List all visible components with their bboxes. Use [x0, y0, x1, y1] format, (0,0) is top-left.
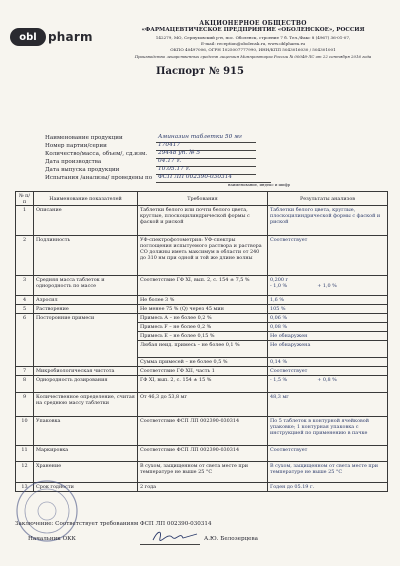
row-name: Срок годности — [34, 483, 138, 492]
row-result: 0,14 % — [268, 358, 388, 367]
table-row — [16, 417, 388, 446]
deviation-minus: - 1,0 % — [270, 282, 288, 289]
row-name: Маркировка — [34, 446, 138, 462]
row-requirement: Примесь А – не более 0,2 % — [138, 314, 268, 323]
column-header-number: № п/п — [16, 192, 34, 206]
row-number: 10 — [16, 417, 34, 446]
signatory-name: А.Ю. Белозерцева — [204, 536, 258, 542]
row-name: Упаковка — [34, 417, 138, 446]
logo-badge: obl — [10, 28, 46, 46]
row-result: Соответствует — [268, 446, 388, 462]
row-number: 9 — [16, 393, 34, 417]
header-license: Производство лекарственных средств лицензия Минпромторга России № 00048-ЛС от 22 сентября 2016 года — [134, 54, 372, 59]
table-row — [16, 446, 388, 462]
row-requirement: Соответствие ГФ XI, вып. 2, с. 154 ± 7,5 % — [138, 276, 268, 296]
row-name: Описание — [34, 206, 138, 236]
row-number: 8 — [16, 376, 34, 393]
row-result: Не обнаружена — [268, 341, 388, 358]
row-requirement: Не менее 75 % (Q) через 45 мин — [138, 305, 268, 314]
row-number: 1 — [16, 206, 34, 236]
row-requirement: Таблетки белого или почти белого цвета, круглые, плоскоцилиндрической формы с фаской и риской — [138, 206, 268, 236]
table-row — [16, 376, 388, 393]
row-requirement: Примесь Е – не более 0,15 % — [138, 332, 268, 341]
row-requirement: 2 года — [138, 483, 268, 492]
row-result: 0,06 % — [268, 314, 388, 323]
analysis-table — [15, 191, 388, 492]
row-requirement: Примесь F – не более 0,2 % — [138, 323, 268, 332]
field-value-quantity: 29448 уп. № 5 — [158, 150, 201, 156]
row-requirement: В сухом, защищенном от света месте при температуре не выше 25 °С — [138, 462, 268, 483]
field-value-tests: ФСП ЛП 002390-030314 — [158, 174, 233, 180]
row-requirement: От 46,3 до 53,8 мг — [138, 393, 268, 417]
field-label-release-date: Дата выпуска продукции — [45, 167, 120, 173]
round-stamp-icon — [14, 478, 80, 544]
row-result: Не обнаружен — [268, 332, 388, 341]
row-result: Соответствует — [268, 367, 388, 376]
row-result: 1,6 % — [268, 296, 388, 305]
row-result: 48,3 мг — [268, 393, 388, 417]
row-requirement: ГФ XI, вып. 2, с. 154 ± 15 % — [138, 376, 268, 393]
row-number: 13 — [16, 483, 34, 492]
column-header-results: Результаты анализов — [268, 192, 388, 206]
row-name: Средняя масса таблеток и однородность по массе — [34, 276, 138, 296]
row-requirement: Соответствие ФСП ЛП 002390-030314 — [138, 446, 268, 462]
row-number: 3 — [16, 276, 34, 296]
table-row — [16, 276, 388, 296]
field-label-production-date: Дата производства — [45, 159, 102, 165]
row-number: 6 — [16, 314, 34, 367]
field-value-product: Аминазин таблетки 50 мг — [158, 134, 242, 140]
table-header-row — [16, 192, 388, 206]
row-number: 5 — [16, 305, 34, 314]
row-number: 4 — [16, 296, 34, 305]
field-value-batch: 170417 — [158, 142, 181, 148]
field-label-product: Наименование продукции — [45, 135, 123, 141]
row-requirement: УФ-спектрофотометрия: УФ-спектры поглощения испытуемого раствора и раствора СО должны иметь максимум в области от 240 до 310 нм при одной и той же длине волны — [138, 236, 268, 276]
row-name: Количественное определение, считая на среднюю массу таблетки — [34, 393, 138, 417]
field-value-production-date: 04.17 г. — [158, 158, 182, 164]
row-requirement: Любая неид. примесь – не более 0,1 % — [138, 341, 268, 358]
signature-line — [140, 544, 200, 545]
result-mass: 0,200 г — [270, 276, 289, 283]
row-result — [268, 376, 388, 393]
field-hint: наименование, индекс и шифр — [228, 182, 291, 187]
field-label-quantity: Количество/масса, объем/, сд.изм. — [45, 151, 148, 157]
header-registration: ОКПО 40497006, ОГРН 1025007777990, ИНН/КПП 5043016030 / 504301001 — [170, 47, 336, 52]
header-contacts: E-mail: reception@obolensk.ru, www.oblpharm.ru — [200, 41, 306, 46]
row-name: Азросил — [34, 296, 138, 305]
header-line-1: АКЦИОНЕРНОЕ ОБЩЕСТВО — [199, 20, 307, 27]
table-row — [16, 314, 388, 323]
row-name: Подлинность — [34, 236, 138, 276]
row-result: Таблетки белого цвета, круглые, плоскоцилиндрической формы с фаской и риской — [268, 206, 388, 236]
column-header-requirements: Требования — [138, 192, 268, 206]
result-deviation — [270, 283, 385, 289]
logo-word: pharm — [48, 30, 93, 44]
field-label-tests: Испытания /анализы/ проведены по — [45, 175, 153, 181]
row-result: В сухом, защищенном от света месте при температуре не выше 25 °С — [268, 462, 388, 483]
row-name: Посторонние примеси — [34, 314, 138, 367]
row-result: 105 % — [268, 305, 388, 314]
row-number: 7 — [16, 367, 34, 376]
row-result: 0,08 % — [268, 323, 388, 332]
row-name: Растворение — [34, 305, 138, 314]
deviation-minus: - 1,5 % — [270, 376, 288, 383]
row-number: 2 — [16, 236, 34, 276]
row-name: Микробиологическая чистота — [34, 367, 138, 376]
table-row — [16, 393, 388, 417]
row-name: Однородность дозирования — [34, 376, 138, 393]
conclusion: Заключение: Соответствует требованиям ФСП ЛП 002390-030314 — [15, 521, 212, 527]
row-result: По 5 таблеток в контурной ячейковой упаковке; 1 контурная упаковка с инструкцией по применению в пачке — [268, 417, 388, 446]
row-number: 12 — [16, 462, 34, 483]
row-requirement: Не более 3 % — [138, 296, 268, 305]
table-row — [16, 296, 388, 305]
handwritten-signature-icon — [150, 528, 200, 544]
deviation-plus: + 1,0 % — [317, 282, 337, 289]
row-requirement: Соответствие ФСП ЛП 002390-030314 — [138, 417, 268, 446]
row-result: Годен до 05.19 г. — [268, 483, 388, 492]
signatory-role: Начальник ОКК — [28, 536, 76, 542]
row-requirement: Соответствие ГФ XII, часть 1 — [138, 367, 268, 376]
company-logo — [10, 28, 93, 46]
table-row — [16, 236, 388, 276]
table-row — [16, 305, 388, 314]
table-row — [16, 367, 388, 376]
field-label-batch: Номер партии/серии — [45, 143, 107, 149]
header-company-name: «ФАРМАЦЕВТИЧЕСКОЕ ПРЕДПРИЯТИЕ «ОБОЛЕНСКОЕ», РОССИЯ — [141, 27, 365, 33]
row-result — [268, 276, 388, 296]
header-address: 142279, МО, Серпуховский р-н, пос. Оболенск, строение 7 б. Тел./Факс 8 (4967) 36-01-07, — [155, 35, 351, 40]
row-name: Хранение — [34, 462, 138, 483]
row-result: Соответствует — [268, 236, 388, 276]
page-title: Паспорт № 915 — [156, 66, 244, 77]
deviation-plus: + 0,8 % — [317, 376, 337, 383]
field-value-release-date: 10.05.17 г. — [158, 166, 191, 172]
row-requirement: Сумма примесей – не более 0,5 % — [138, 358, 268, 367]
row-number: 11 — [16, 446, 34, 462]
table-row — [16, 206, 388, 236]
column-header-name: Наименование показателей — [34, 192, 138, 206]
